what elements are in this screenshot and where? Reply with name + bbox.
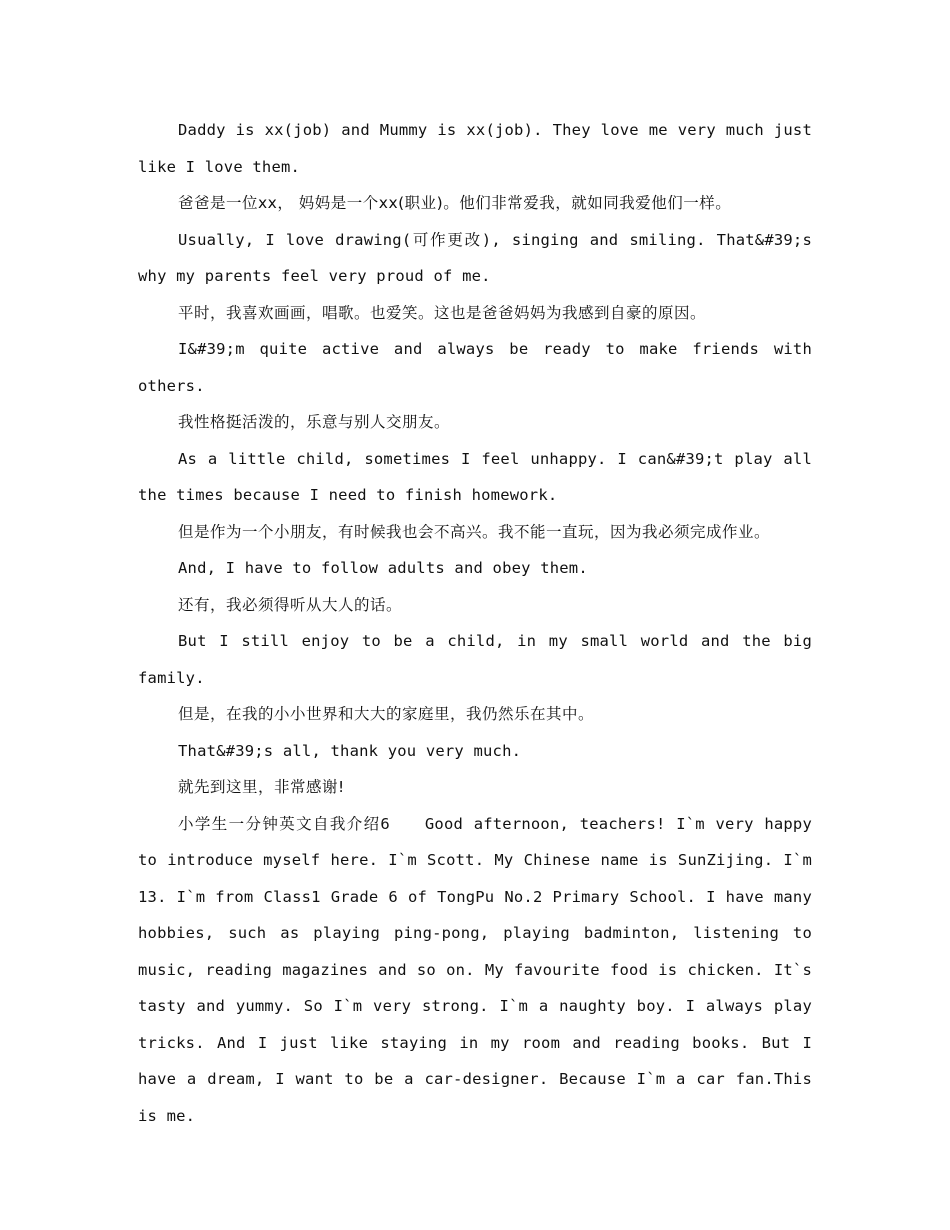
paragraph-en-family: Daddy is xx(job) and Mummy is xx(job). They love me very much just like I love them. (138, 121, 812, 176)
paragraph-en-enjoy: But I still enjoy to be a child, in my small world and the big family. (138, 632, 812, 687)
paragraph-zh-hobbies: 平时，我喜欢画画，唱歌。也爱笑。这也是爸爸妈妈为我感到自豪的原因。 (178, 303, 707, 322)
paragraph-zh-unhappy: 但是作为一个小朋友，有时候我也会不高兴。我不能一直玩，因为我必须完成作业。 (178, 522, 771, 541)
paragraph-en-thanks: That&#39;s all, thank you very much. (178, 741, 522, 760)
paragraph-zh-enjoy: 但是，在我的小小世界和大大的家庭里，我仍然乐在其中。 (178, 705, 595, 723)
paragraph-zh-personality: 我性格挺活泼的，乐意与别人交朋友。 (178, 413, 451, 431)
paragraph-en-hobbies: Usually, I love drawing(可作更改), singing and smiling. That&#39;s why my parents feel very proud of me. (138, 230, 812, 285)
document-body (138, 112, 812, 1134)
paragraph-en-unhappy: As a little child, sometimes I feel unhappy. I can&#39;t play all the times because I need to finish homework. (138, 449, 812, 504)
paragraph-zh-family: 爸爸是一位xx， 妈妈是一个xx(职业)。他们非常爱我，就如同我爱他们一样。 (178, 194, 732, 212)
paragraph-zh-adults: 还有，我必须得听从大人的话。 (178, 595, 403, 614)
paragraph-en-adults: And, I have to follow adults and obey them. (178, 559, 588, 577)
paragraph-zh-thanks: 就先到这里，非常感谢! (178, 778, 345, 796)
paragraph-en-personality: I&#39;m quite active and always be ready to make friends with others. (138, 340, 812, 395)
paragraph-introduction-6: 小学生一分钟英文自我介绍6 Good afternoon, teachers! I`m very happy to introduce myself here. I`m Scott. My Chinese name is SunZijing. I`m 13. I`m from Class1 Grade 6 of TongPu No.2 Primary School. I have many hobbies, such as playing ping-pong, playing badminton, listening to music, reading magazines and so on. My favourite food is chicken. It`s tasty and yummy. So I`m very strong. I`m a naughty boy. I always play tricks. And I just like staying in my room and reading books. But I have a dream, I want to be a car-designer. Because I`m a car fan.This is me. (138, 814, 812, 1125)
